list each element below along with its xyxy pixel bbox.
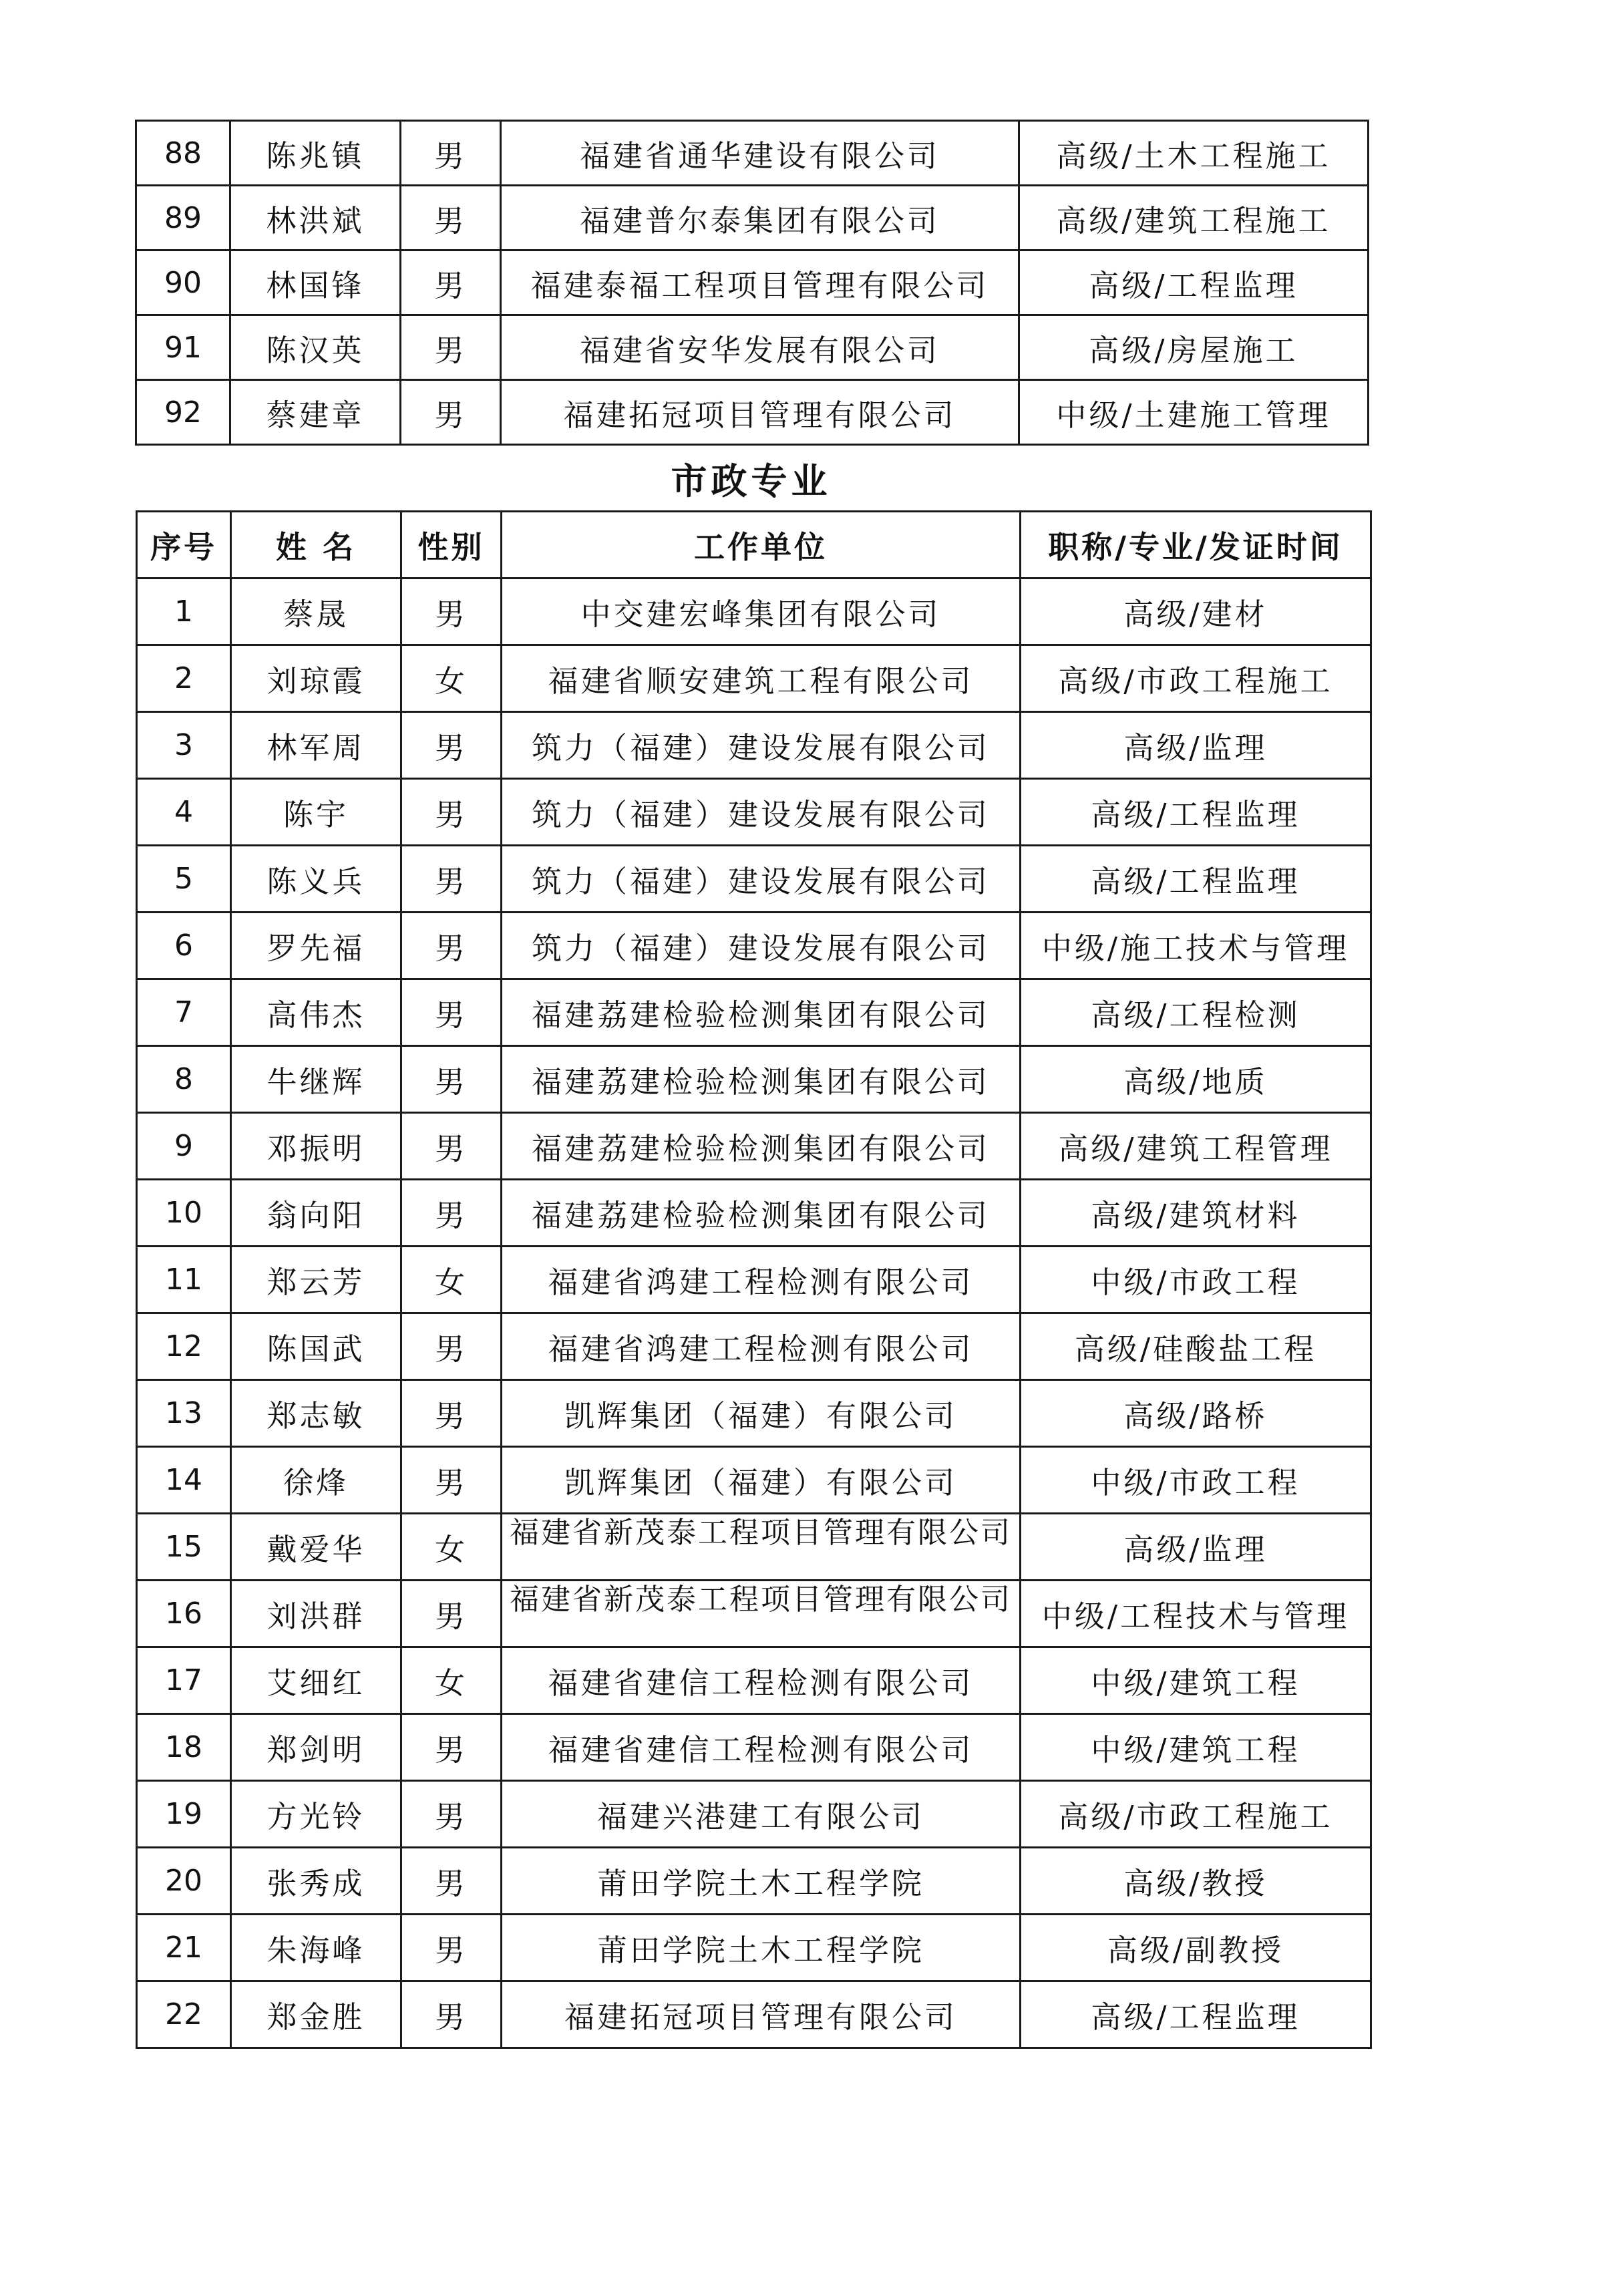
cell-gender: 男 xyxy=(401,1447,502,1514)
cell-name: 陈宇 xyxy=(231,779,401,846)
cell-company: 筑力（福建）建设发展有限公司 xyxy=(502,913,1021,979)
cell-name: 朱海峰 xyxy=(231,1915,401,1981)
main-table xyxy=(136,510,1372,2049)
cell-title: 中级/建筑工程 xyxy=(1021,1714,1371,1781)
cell-no: 16 xyxy=(137,1581,231,1647)
cell-company: 福建兴港建工有限公司 xyxy=(502,1781,1021,1848)
cell-title: 高级/建材 xyxy=(1021,579,1371,645)
table-row xyxy=(137,1915,1371,1981)
cell-no: 4 xyxy=(137,779,231,846)
cell-company: 福建省建信工程检测有限公司 xyxy=(502,1714,1021,1781)
cell-company: 福建拓冠项目管理有限公司 xyxy=(501,380,1019,445)
top-table-body xyxy=(136,121,1369,445)
cell-gender: 女 xyxy=(401,1647,502,1714)
cell-name: 罗先福 xyxy=(231,913,401,979)
cell-name: 陈汉英 xyxy=(230,315,401,380)
cell-no: 5 xyxy=(137,846,231,913)
cell-company-text: 福建省新茂泰工程项目管理有限公司 xyxy=(510,1515,1012,1550)
table-row xyxy=(137,1647,1371,1714)
table-row xyxy=(136,186,1369,251)
main-table-body xyxy=(137,579,1371,2048)
cell-name: 林军周 xyxy=(231,712,401,779)
table-row xyxy=(137,979,1371,1046)
cell-gender: 男 xyxy=(401,779,502,846)
cell-gender: 男 xyxy=(401,913,502,979)
cell-company: 福建荔建检验检测集团有限公司 xyxy=(502,1180,1021,1247)
cell-company: 福建泰福工程项目管理有限公司 xyxy=(501,251,1019,315)
table-row xyxy=(137,1447,1371,1514)
cell-no: 6 xyxy=(137,913,231,979)
cell-company: 福建省鸿建工程检测有限公司 xyxy=(502,1313,1021,1380)
cell-company: 筑力（福建）建设发展有限公司 xyxy=(502,712,1021,779)
cell-no: 17 xyxy=(137,1647,231,1714)
cell-title: 高级/路桥 xyxy=(1021,1380,1371,1447)
cell-title: 高级/土木工程施工 xyxy=(1019,121,1369,186)
cell-title: 高级/地质 xyxy=(1021,1046,1371,1113)
cell-company: 凯辉集团（福建）有限公司 xyxy=(502,1447,1021,1514)
table-row xyxy=(137,779,1371,846)
cell-name: 艾细红 xyxy=(231,1647,401,1714)
header-name: 姓 名 xyxy=(231,512,401,579)
cell-company xyxy=(502,1514,1021,1581)
cell-name: 陈义兵 xyxy=(231,846,401,913)
table-row xyxy=(137,1714,1371,1781)
table-row xyxy=(136,251,1369,315)
cell-name: 陈兆镇 xyxy=(230,121,401,186)
cell-title: 中级/施工技术与管理 xyxy=(1021,913,1371,979)
cell-company: 福建省安华发展有限公司 xyxy=(501,315,1019,380)
cell-name: 林洪斌 xyxy=(230,186,401,251)
table-row xyxy=(136,121,1369,186)
cell-company: 中交建宏峰集团有限公司 xyxy=(502,579,1021,645)
table-row xyxy=(137,1046,1371,1113)
cell-title: 高级/建筑工程管理 xyxy=(1021,1113,1371,1180)
cell-no: 15 xyxy=(137,1514,231,1581)
table-row xyxy=(137,645,1371,712)
cell-company: 福建荔建检验检测集团有限公司 xyxy=(502,979,1021,1046)
cell-no: 1 xyxy=(137,579,231,645)
cell-gender: 女 xyxy=(401,1514,502,1581)
table-row xyxy=(137,1380,1371,1447)
cell-no: 91 xyxy=(136,315,230,380)
table-header-row xyxy=(137,512,1371,579)
cell-gender: 男 xyxy=(401,1581,502,1647)
cell-name: 刘琼霞 xyxy=(231,645,401,712)
cell-name: 蔡晟 xyxy=(231,579,401,645)
table-row xyxy=(137,1581,1371,1647)
cell-title: 高级/建筑材料 xyxy=(1021,1180,1371,1247)
cell-gender: 男 xyxy=(401,380,501,445)
cell-gender: 男 xyxy=(401,1113,502,1180)
cell-gender: 女 xyxy=(401,1247,502,1313)
cell-title: 高级/工程检测 xyxy=(1021,979,1371,1046)
cell-gender: 男 xyxy=(401,1313,502,1380)
cell-title: 高级/工程监理 xyxy=(1021,1981,1371,2048)
cell-company: 福建荔建检验检测集团有限公司 xyxy=(502,1046,1021,1113)
cell-gender: 男 xyxy=(401,1781,502,1848)
cell-title: 高级/工程监理 xyxy=(1021,846,1371,913)
cell-no: 88 xyxy=(136,121,230,186)
cell-gender: 男 xyxy=(401,1848,502,1915)
cell-gender: 男 xyxy=(401,1915,502,1981)
cell-company: 福建拓冠项目管理有限公司 xyxy=(502,1981,1021,2048)
cell-no: 22 xyxy=(137,1981,231,2048)
cell-no: 90 xyxy=(136,251,230,315)
cell-company: 福建省建信工程检测有限公司 xyxy=(502,1647,1021,1714)
table-row xyxy=(136,315,1369,380)
cell-no: 14 xyxy=(137,1447,231,1514)
top-table xyxy=(135,120,1369,446)
table-row xyxy=(137,1514,1371,1581)
cell-no: 8 xyxy=(137,1046,231,1113)
cell-name: 牛继辉 xyxy=(231,1046,401,1113)
cell-title: 高级/监理 xyxy=(1021,712,1371,779)
cell-no: 89 xyxy=(136,186,230,251)
cell-no: 3 xyxy=(137,712,231,779)
table-row xyxy=(137,1180,1371,1247)
cell-title: 高级/副教授 xyxy=(1021,1915,1371,1981)
cell-name: 郑剑明 xyxy=(231,1714,401,1781)
cell-gender: 男 xyxy=(401,1981,502,2048)
cell-title: 中级/市政工程 xyxy=(1021,1247,1371,1313)
cell-company-text: 福建省新茂泰工程项目管理有限公司 xyxy=(510,1582,1012,1617)
cell-company: 福建省顺安建筑工程有限公司 xyxy=(502,645,1021,712)
cell-title: 中级/土建施工管理 xyxy=(1019,380,1369,445)
cell-title: 高级/监理 xyxy=(1021,1514,1371,1581)
header-title: 职称/专业/发证时间 xyxy=(1021,512,1371,579)
cell-name: 邓振明 xyxy=(231,1113,401,1180)
cell-name: 戴爱华 xyxy=(231,1514,401,1581)
cell-name: 郑志敏 xyxy=(231,1380,401,1447)
cell-no: 19 xyxy=(137,1781,231,1848)
cell-no: 2 xyxy=(137,645,231,712)
cell-title: 高级/硅酸盐工程 xyxy=(1021,1313,1371,1380)
cell-title: 高级/教授 xyxy=(1021,1848,1371,1915)
header-company: 工作单位 xyxy=(502,512,1021,579)
cell-title: 中级/工程技术与管理 xyxy=(1021,1581,1371,1647)
cell-gender: 男 xyxy=(401,579,502,645)
cell-name: 方光铃 xyxy=(231,1781,401,1848)
cell-title: 中级/建筑工程 xyxy=(1021,1647,1371,1714)
cell-no: 9 xyxy=(137,1113,231,1180)
cell-gender: 男 xyxy=(401,1046,502,1113)
cell-title: 高级/市政工程施工 xyxy=(1021,645,1371,712)
table-row xyxy=(136,380,1369,445)
cell-name: 高伟杰 xyxy=(231,979,401,1046)
cell-no: 92 xyxy=(136,380,230,445)
cell-gender: 男 xyxy=(401,251,501,315)
cell-name: 刘洪群 xyxy=(231,1581,401,1647)
cell-gender: 男 xyxy=(401,1380,502,1447)
cell-no: 13 xyxy=(137,1380,231,1447)
table-row xyxy=(137,1981,1371,2048)
cell-no: 11 xyxy=(137,1247,231,1313)
cell-company: 福建荔建检验检测集团有限公司 xyxy=(502,1113,1021,1180)
table-row xyxy=(137,1113,1371,1180)
cell-company: 筑力（福建）建设发展有限公司 xyxy=(502,779,1021,846)
cell-title: 高级/工程监理 xyxy=(1021,779,1371,846)
header-gender: 性别 xyxy=(401,512,502,579)
cell-gender: 男 xyxy=(401,315,501,380)
table-row xyxy=(137,1247,1371,1313)
cell-company xyxy=(502,1581,1021,1647)
header-no: 序号 xyxy=(137,512,231,579)
table-row xyxy=(137,1313,1371,1380)
cell-gender: 男 xyxy=(401,1714,502,1781)
cell-name: 翁向阳 xyxy=(231,1180,401,1247)
table-row xyxy=(137,913,1371,979)
cell-company: 莆田学院土木工程学院 xyxy=(502,1848,1021,1915)
table-row xyxy=(137,846,1371,913)
table-row xyxy=(137,579,1371,645)
cell-title: 高级/房屋施工 xyxy=(1019,315,1369,380)
cell-no: 21 xyxy=(137,1915,231,1981)
cell-title: 高级/工程监理 xyxy=(1019,251,1369,315)
cell-name: 郑金胜 xyxy=(231,1981,401,2048)
table-row xyxy=(137,1781,1371,1848)
cell-title: 高级/建筑工程施工 xyxy=(1019,186,1369,251)
cell-no: 18 xyxy=(137,1714,231,1781)
cell-name: 林国锋 xyxy=(230,251,401,315)
cell-name: 郑云芳 xyxy=(231,1247,401,1313)
cell-name: 蔡建章 xyxy=(230,380,401,445)
cell-no: 12 xyxy=(137,1313,231,1380)
cell-gender: 女 xyxy=(401,645,502,712)
table-row xyxy=(137,712,1371,779)
cell-name: 陈国武 xyxy=(231,1313,401,1380)
cell-gender: 男 xyxy=(401,121,501,186)
cell-no: 7 xyxy=(137,979,231,1046)
cell-company: 福建省通华建设有限公司 xyxy=(501,121,1019,186)
section-title: 市政专业 xyxy=(671,460,832,502)
table-row xyxy=(137,1848,1371,1915)
cell-no: 10 xyxy=(137,1180,231,1247)
cell-gender: 男 xyxy=(401,186,501,251)
cell-no: 20 xyxy=(137,1848,231,1915)
cell-gender: 男 xyxy=(401,846,502,913)
cell-title: 中级/市政工程 xyxy=(1021,1447,1371,1514)
cell-company: 凯辉集团（福建）有限公司 xyxy=(502,1380,1021,1447)
cell-gender: 男 xyxy=(401,712,502,779)
cell-gender: 男 xyxy=(401,979,502,1046)
cell-name: 张秀成 xyxy=(231,1848,401,1915)
cell-company: 福建普尔泰集团有限公司 xyxy=(501,186,1019,251)
cell-gender: 男 xyxy=(401,1180,502,1247)
cell-company: 福建省鸿建工程检测有限公司 xyxy=(502,1247,1021,1313)
cell-name: 徐烽 xyxy=(231,1447,401,1514)
cell-company: 莆田学院土木工程学院 xyxy=(502,1915,1021,1981)
cell-company: 筑力（福建）建设发展有限公司 xyxy=(502,846,1021,913)
cell-title: 高级/市政工程施工 xyxy=(1021,1781,1371,1848)
